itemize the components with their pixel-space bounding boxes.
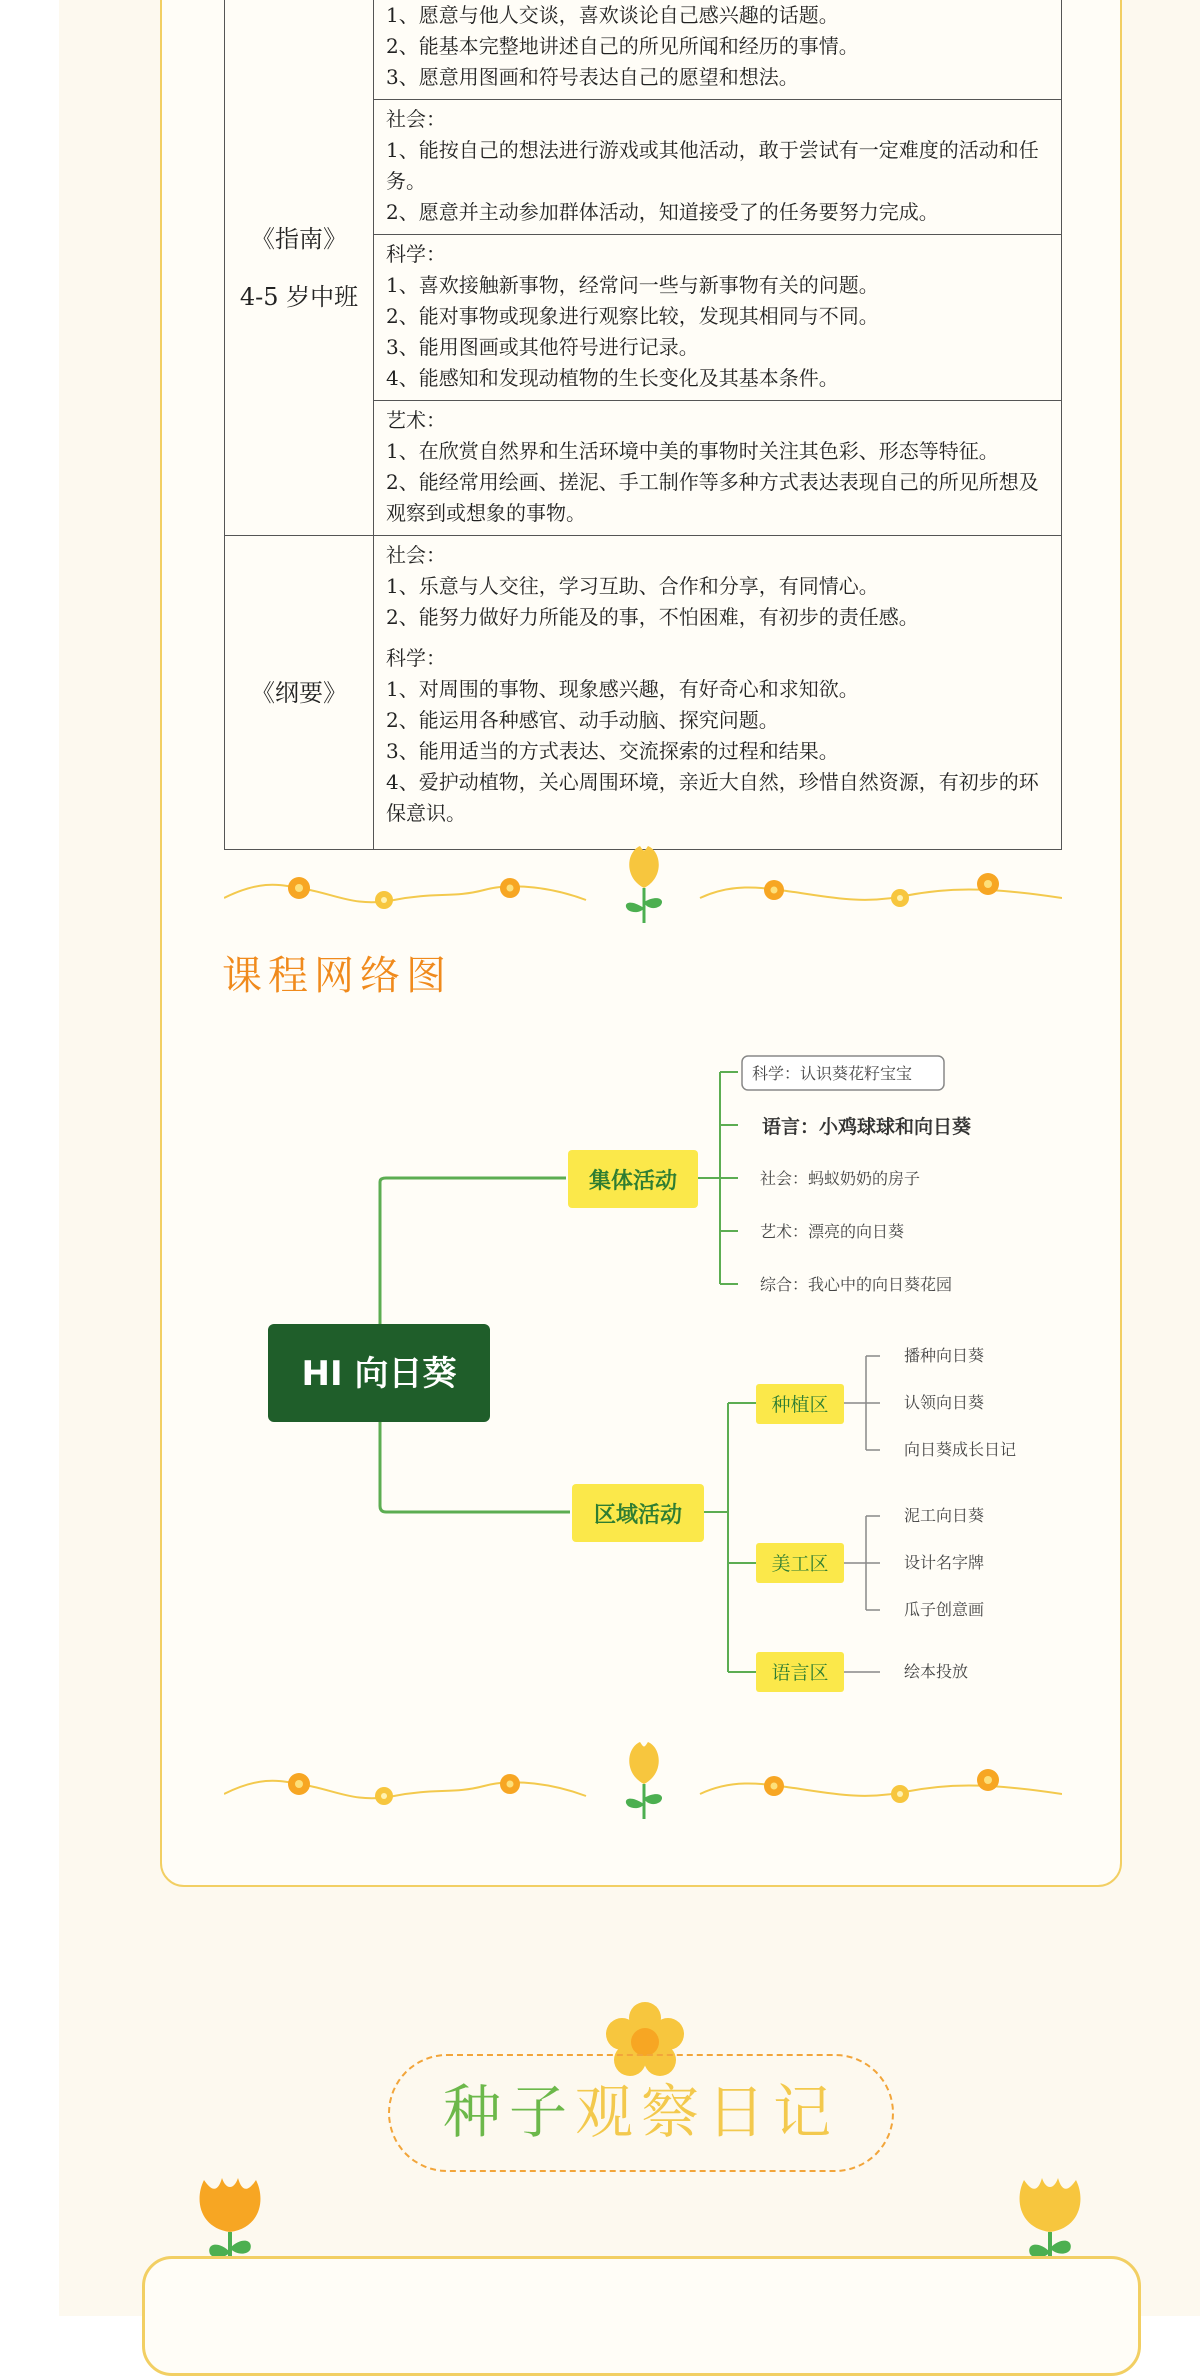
- mindmap-item: 设计名字牌: [904, 1553, 985, 1572]
- goal-item: 1、喜欢接触新事物，经常问一些与新事物有关的问题。: [386, 273, 879, 297]
- mindmap-branch: [568, 1150, 698, 1208]
- diary-title: [388, 2072, 894, 2152]
- flower-icon: [891, 889, 909, 907]
- flower-divider: [224, 1734, 1062, 1824]
- table-row-content: [374, 0, 1062, 536]
- diary-title-part: 日记: [707, 2078, 840, 2146]
- goal-group: [374, 639, 1061, 835]
- flower-icon: [977, 873, 999, 895]
- mindmap-area: [756, 1652, 844, 1692]
- mindmap-item: 泥工向日葵: [904, 1506, 985, 1525]
- flower-icon: [891, 1785, 909, 1803]
- goal-item: 2、能努力做好力所能及的事，不怕困难，有初步的责任感。: [386, 605, 919, 629]
- goal-item: 2、能基本完整地讲述自己的所见所闻和经历的事情。: [386, 34, 859, 58]
- mindmap-leaf: 社会：蚂蚁奶奶的房子: [760, 1169, 921, 1188]
- goal-item: 4、能感知和发现动植物的生长变化及其基本条件。: [386, 366, 839, 390]
- goal-group: [374, 99, 1061, 234]
- mindmap-item: 播种向日葵: [904, 1346, 985, 1365]
- goal-item: 1、对周围的事物、现象感兴趣，有好奇心和求知欲。: [386, 677, 859, 701]
- svg-text:HI 向日葵: HI 向日葵: [301, 1354, 457, 1394]
- svg-text:科学：认识葵花籽宝宝: 科学：认识葵花籽宝宝: [752, 1064, 913, 1083]
- tulip-icon: [1010, 2170, 1090, 2266]
- mindmap-leaf: 语言：小鸡球球和向日葵: [762, 1116, 972, 1138]
- flower-divider: [224, 838, 1062, 928]
- goal-item: 3、能用适当的方式表达、交流探索的过程和结果。: [386, 739, 839, 763]
- flower-icon: [764, 880, 784, 900]
- mindmap-leaf: 艺术：漂亮的向日葵: [760, 1222, 905, 1241]
- mindmap-leaf: 综合：我心中的向日葵花园: [760, 1275, 953, 1294]
- goal-item: 2、愿意并主动参加群体活动，知道接受了的任务要努力完成。: [386, 200, 939, 224]
- goal-group-title: 科学：: [386, 646, 446, 670]
- goal-item: 4、爱护动植物，关心周围环境，亲近大自然，珍惜自然资源，有初步的环保意识。: [386, 770, 1039, 825]
- table-row-label: [225, 0, 374, 536]
- flower-icon: [288, 1773, 310, 1795]
- goal-group: [374, 536, 1061, 639]
- goal-item: 2、能经常用绘画、搓泥、手工制作等多种方式表达表现自己的所见所想及观察到或想象的事物。: [386, 470, 1039, 525]
- goal-item: 3、愿意用图画和符号表达自己的愿望和想法。: [386, 65, 799, 89]
- mindmap-item: 瓜子创意画: [904, 1600, 985, 1619]
- svg-text:语言区: 语言区: [771, 1662, 829, 1684]
- goal-group-title: 社会：: [386, 543, 446, 567]
- goal-group-title: 科学：: [386, 242, 446, 266]
- goals-table: [224, 0, 1062, 843]
- goal-group: [374, 0, 1061, 99]
- mindmap-root: [268, 1324, 490, 1422]
- tulip-icon: [626, 1742, 662, 1819]
- goal-item: 1、愿意与他人交谈，喜欢谈论自己感兴趣的话题。: [386, 3, 839, 27]
- svg-text:区域活动: 区域活动: [593, 1503, 683, 1528]
- goal-item: 2、能对事物或现象进行观察比较，发现其相同与不同。: [386, 304, 879, 328]
- svg-text:集体活动: 集体活动: [588, 1169, 678, 1194]
- tulip-icon: [626, 846, 662, 923]
- row-label-line: 《纲要》: [251, 678, 347, 707]
- mindmap-item: 认领向日葵: [904, 1393, 985, 1412]
- svg-text:美工区: 美工区: [771, 1553, 829, 1575]
- table-row: [225, 0, 1062, 536]
- goal-item: 1、乐意与人交往，学习互助、合作和分享，有同情心。: [386, 574, 879, 598]
- flower-icon: [375, 891, 393, 909]
- flower-icon: [375, 1787, 393, 1805]
- flower-icon: [764, 1776, 784, 1796]
- table-row-content: [374, 536, 1062, 850]
- goal-group-title: 社会：: [386, 107, 446, 131]
- tulip-icon: [190, 2170, 270, 2266]
- flower-icon: [977, 1769, 999, 1791]
- row-label-line: 4-5 岁中班: [239, 282, 359, 311]
- mindmap-leaf: [742, 1056, 944, 1090]
- goal-item: 2、能运用各种感官、动手动脑、探究问题。: [386, 708, 779, 732]
- goal-item: 1、能按自己的想法进行游戏或其他活动，敢于尝试有一定难度的活动和任务。: [386, 138, 1039, 193]
- table-row-label: [225, 536, 374, 850]
- mindmap-area: [756, 1384, 844, 1424]
- goal-item: 1、在欣赏自然界和生活环境中美的事物时关注其色彩、形态等特征。: [386, 439, 999, 463]
- row-label-line: 《指南》: [251, 224, 347, 253]
- diary-title-part: 观察: [574, 2078, 707, 2146]
- mindmap-item: 向日葵成长日记: [904, 1440, 1017, 1459]
- goal-group-title: 艺术：: [386, 408, 446, 432]
- mindmap-item: 绘本投放: [904, 1662, 969, 1681]
- table-row: [225, 536, 1062, 850]
- diary-title-part: 种子: [442, 2078, 575, 2146]
- section-title: 课程网络图: [222, 953, 452, 999]
- goal-item: 3、能用图画或其他符号进行记录。: [386, 335, 699, 359]
- goal-group: [374, 400, 1061, 535]
- flower-icon: [288, 877, 310, 899]
- flower-icon: [500, 1774, 520, 1794]
- diary-card: [142, 2256, 1141, 2376]
- flower-icon: [500, 878, 520, 898]
- course-mindmap: [220, 1030, 1060, 1730]
- svg-text:种植区: 种植区: [771, 1394, 829, 1416]
- mindmap-area: [756, 1543, 844, 1583]
- goal-group: [374, 234, 1061, 400]
- mindmap-branch: [572, 1484, 704, 1542]
